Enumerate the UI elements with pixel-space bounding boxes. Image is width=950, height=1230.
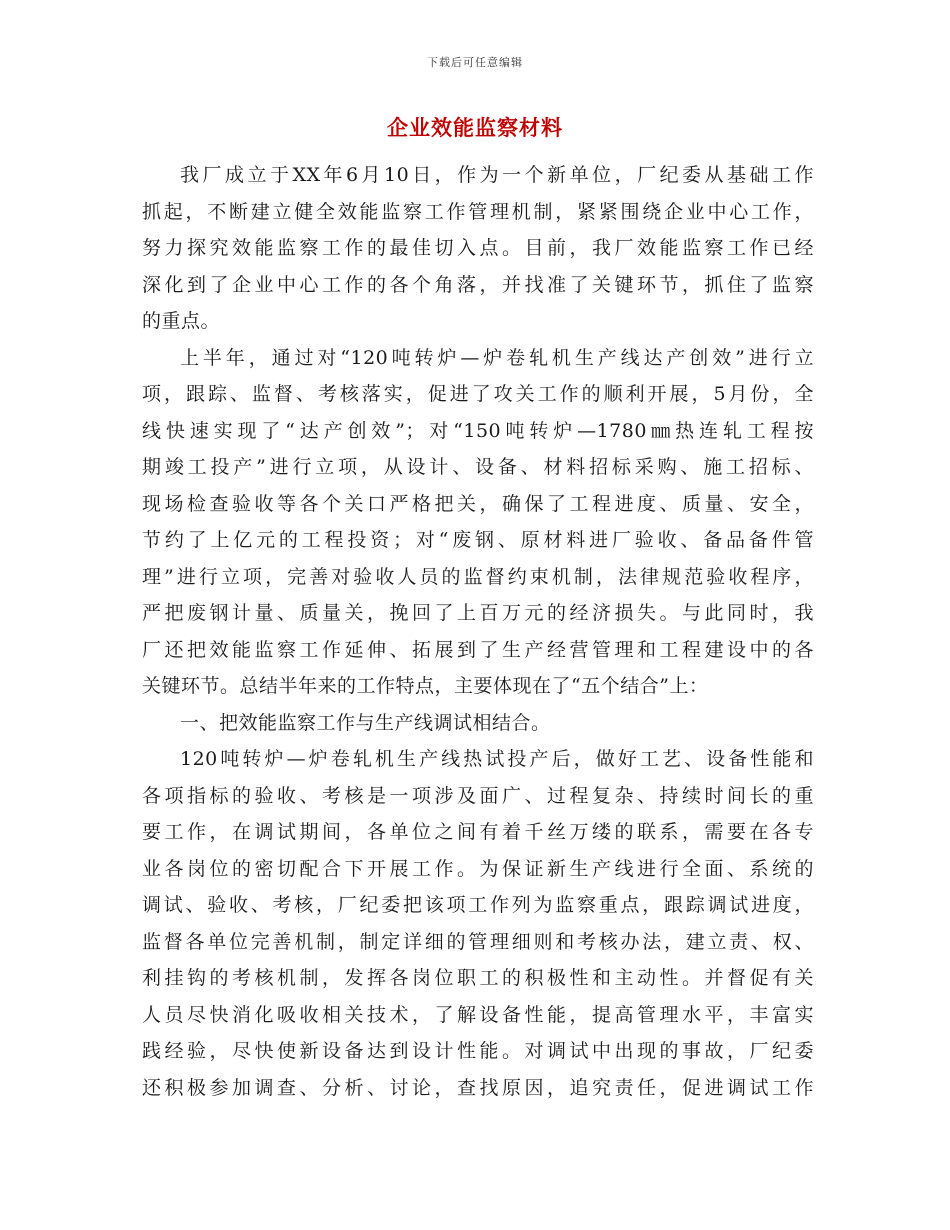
text-line: 严把废钢计量、质量关，挽回了上百万元的经济损失。与此同时，我 [142, 602, 814, 624]
text-line: 利挂钩的考核机制，发挥各岗位职工的积极性和主动性。并督促有关 [142, 967, 814, 989]
text-line: 努力探究效能监察工作的最佳切入点。目前，我厂效能监察工作已经 [142, 237, 814, 259]
text-line: 要工作，在调试期间，各单位之间有着千丝万缕的联系，需要在各专 [142, 821, 814, 843]
text-line: 的重点。 [142, 310, 221, 332]
text-line: 期竣工投产”进行立项，从设计、设备、材料招标采购、施工招标、 [142, 456, 814, 478]
text-line: 人员尽快消化吸收相关技术，了解设备性能，提高管理水平，丰富实 [142, 1003, 814, 1026]
text-line: 我厂成立于XX年6月10日，作为一个新单位，厂纪委从基础工作 [180, 164, 814, 186]
text-line: 抓起，不断建立健全效能监察工作管理机制，紧紧围绕企业中心工作， [142, 200, 814, 223]
header-note: 下载后可任意编辑 [427, 56, 523, 69]
document-title: 企业效能监察材料 [387, 116, 563, 140]
document-body [142, 157, 814, 1106]
text-line: 业各岗位的密切配合下开展工作。为保证新生产线进行全面、系统的 [142, 857, 814, 880]
text-line: 现场检查验收等各个关口严格把关，确保了工程进度、质量、安全， [142, 492, 814, 515]
text-line: 各项指标的验收、考核是一项涉及面广、过程复杂、持续时间长的重 [142, 784, 814, 807]
text-line: 调试、验收、考核，厂纪委把该项工作列为监察重点，跟踪调试进度， [142, 894, 814, 916]
text-line: 线快速实现了“达产创效”；对“150吨转炉—1780㎜热连轧工程按 [142, 419, 814, 442]
text-line: 关键环节。总结半年来的工作特点，主要体现在了“五个结合”上： [142, 675, 709, 697]
text-line: 项，跟踪、监督、考核落实，促进了攻关工作的顺利开展，5月份，全 [142, 383, 814, 405]
text-line: 理”进行立项，完善对验收人员的监督约束机制，法律规范验收程序， [142, 565, 814, 588]
text-line: 深化到了企业中心工作的各个角落，并找准了关键环节，抓住了监察 [142, 273, 814, 296]
text-line: 厂还把效能监察工作延伸、拓展到了生产经营管理和工程建设中的各 [142, 638, 814, 661]
section-heading: 一、把效能监察工作与生产线调试相结合。 [180, 711, 551, 734]
text-line: 上半年，通过对“120吨转炉—炉卷轧机生产线达产创效”进行立 [180, 346, 814, 369]
text-line: 监督各单位完善机制，制定详细的管理细则和考核办法，建立责、权、 [142, 930, 814, 953]
text-line: 还积极参加调查、分析、讨论，查找原因，追究责任，促进调试工作 [142, 1076, 814, 1099]
text-line: 节约了上亿元的工程投资；对“废钢、原材料进厂验收、备品备件管 [142, 529, 814, 551]
text-line: 践经验，尽快使新设备达到设计性能。对调试中出现的事故，厂纪委 [142, 1040, 814, 1062]
text-line: 120吨转炉—炉卷轧机生产线热试投产后，做好工艺、设备性能和 [180, 748, 814, 770]
